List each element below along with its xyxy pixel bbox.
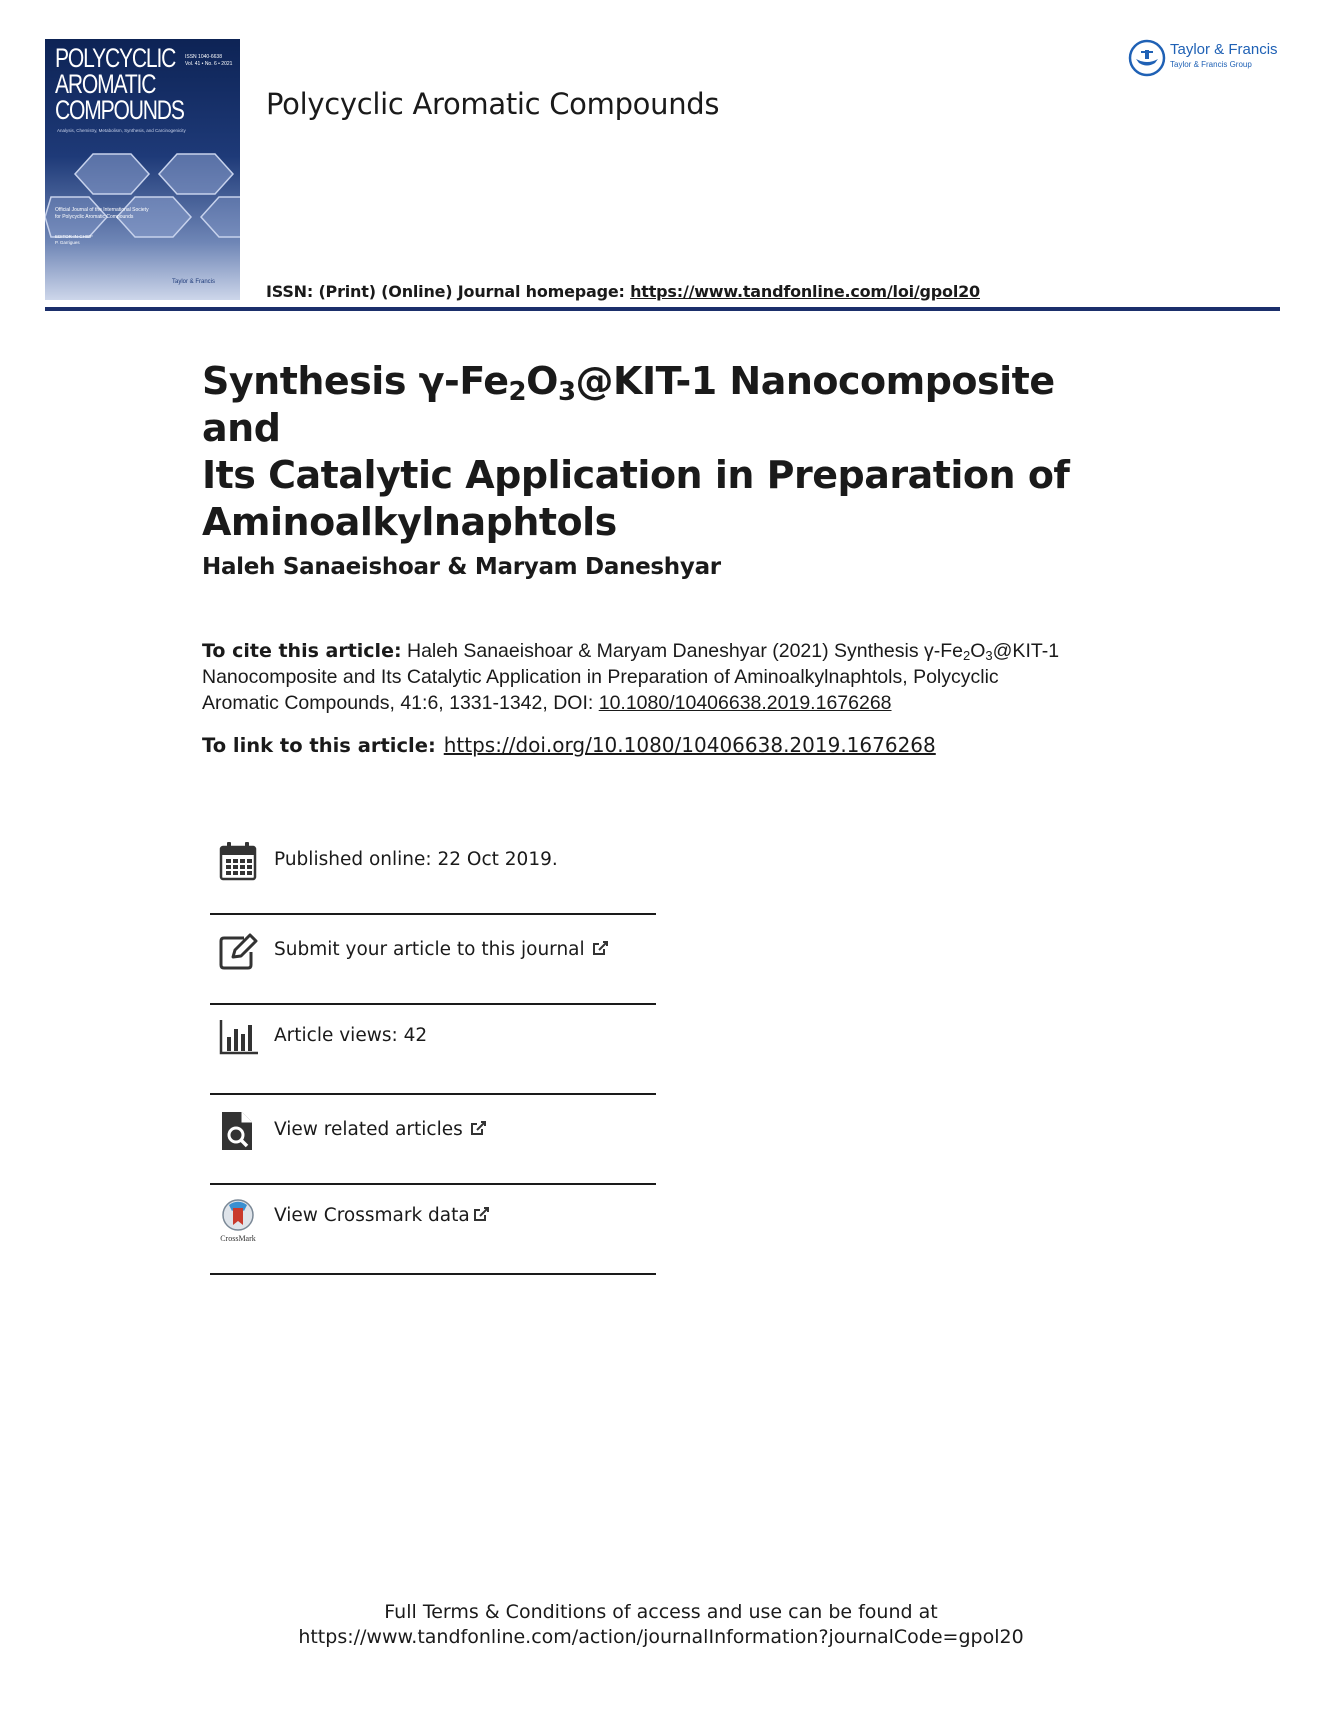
cover-publisher: Taylor & Francis [172,279,216,285]
taylor-francis-logo [1128,38,1288,78]
crossmark-logo [216,1199,260,1241]
footer-terms [0,1600,1322,1650]
external-link-icon [469,1119,487,1137]
cover-society: Official Journal of the International Society for Polycyclic Aromatic Compounds [55,207,149,220]
crossmark-icon [216,1199,260,1233]
related-articles-link[interactable]: View related articles [274,1119,487,1140]
crossmark-logo-text: CrossMark [220,1234,256,1243]
submit-article-row[interactable] [210,920,656,1008]
journal-cover-image [45,39,240,300]
taylor-francis-icon [1128,39,1166,77]
cover-issn: ISSN 1040-6638 Vol. 41 • No. 6 • 2021 [185,54,233,67]
article-authors: Haleh Sanaeishoar & Maryam Daneshyar [202,554,721,580]
article-views-row [210,1005,656,1093]
divider [210,1183,656,1185]
submit-article-link[interactable]: Submit your article to this journal [274,939,609,960]
citation-block: To cite this article: Haleh Sanaeishoar & Maryam Daneshyar (2021) Synthesis $\gamma-Fe_2O_3@KIT-1$ Nanocomposite and Its Catalytic Application in Preparation of Aminoalkylnaphtols, Polycyclic Aromatic Compounds, 41:6, 1331-1342, DOI: 10.1080/10406638.2019.1676268 [202,640,1060,714]
doi-link[interactable]: 10.1080/10406638.2019.1676268 [598,692,892,714]
cover-editor: EDITOR-IN-CHIEF P. Garrigues [55,234,93,245]
publisher-name: Taylor & Francis [1170,41,1278,58]
article-doi-url-link[interactable]: https://doi.org/10.1080/10406638.2019.1676268 [443,733,936,757]
divider [210,913,656,915]
published-online-row [210,830,656,918]
link-label: To link to this article: [202,734,436,757]
footer-line-1: Full Terms & Conditions of access and use can be found at [384,1601,938,1623]
crossmark-link[interactable]: View Crossmark data [274,1205,490,1226]
issn-text: ISSN: (Print) (Online) Journal homepage: [266,282,631,301]
cover-subtitle: Analysis, Chemistry, Metabolism, Synthesis, and Carcinogenicity [57,128,186,133]
divider [210,1273,656,1275]
crossmark-row[interactable] [210,1186,656,1274]
calendar-icon [218,840,258,882]
external-link-icon [591,939,609,957]
published-online-text: Published online: 22 Oct 2019. [274,849,558,870]
journal-title: Polycyclic Aromatic Compounds [266,87,720,121]
divider [210,1093,656,1095]
issn-line [266,282,980,301]
article-link-line [202,733,936,757]
external-link-icon [472,1205,490,1223]
related-articles-row[interactable] [210,1098,656,1186]
edit-icon [218,930,258,972]
document-search-icon [218,1110,258,1152]
article-title: Synthesis $\gamma-Fe_2O_3@KIT-1$ Nanocomposite and Its Catalytic Application in Preparation of Aminoalkylnaphtols [202,359,1070,544]
cite-label: To cite this article: [202,640,402,662]
cover-title: POLYCYCLIC AROMATIC COMPOUNDS [55,43,184,125]
footer-url[interactable]: https://www.tandfonline.com/action/journalInformation?journalCode=gpol20 [298,1626,1024,1648]
article-views-text: Article views: 42 [274,1025,428,1046]
header-rule [45,307,1280,311]
journal-homepage-link[interactable]: https://www.tandfonline.com/loi/gpol20 [630,282,980,301]
publisher-group: Taylor & Francis Group [1170,60,1252,69]
bar-chart-icon [218,1016,258,1058]
